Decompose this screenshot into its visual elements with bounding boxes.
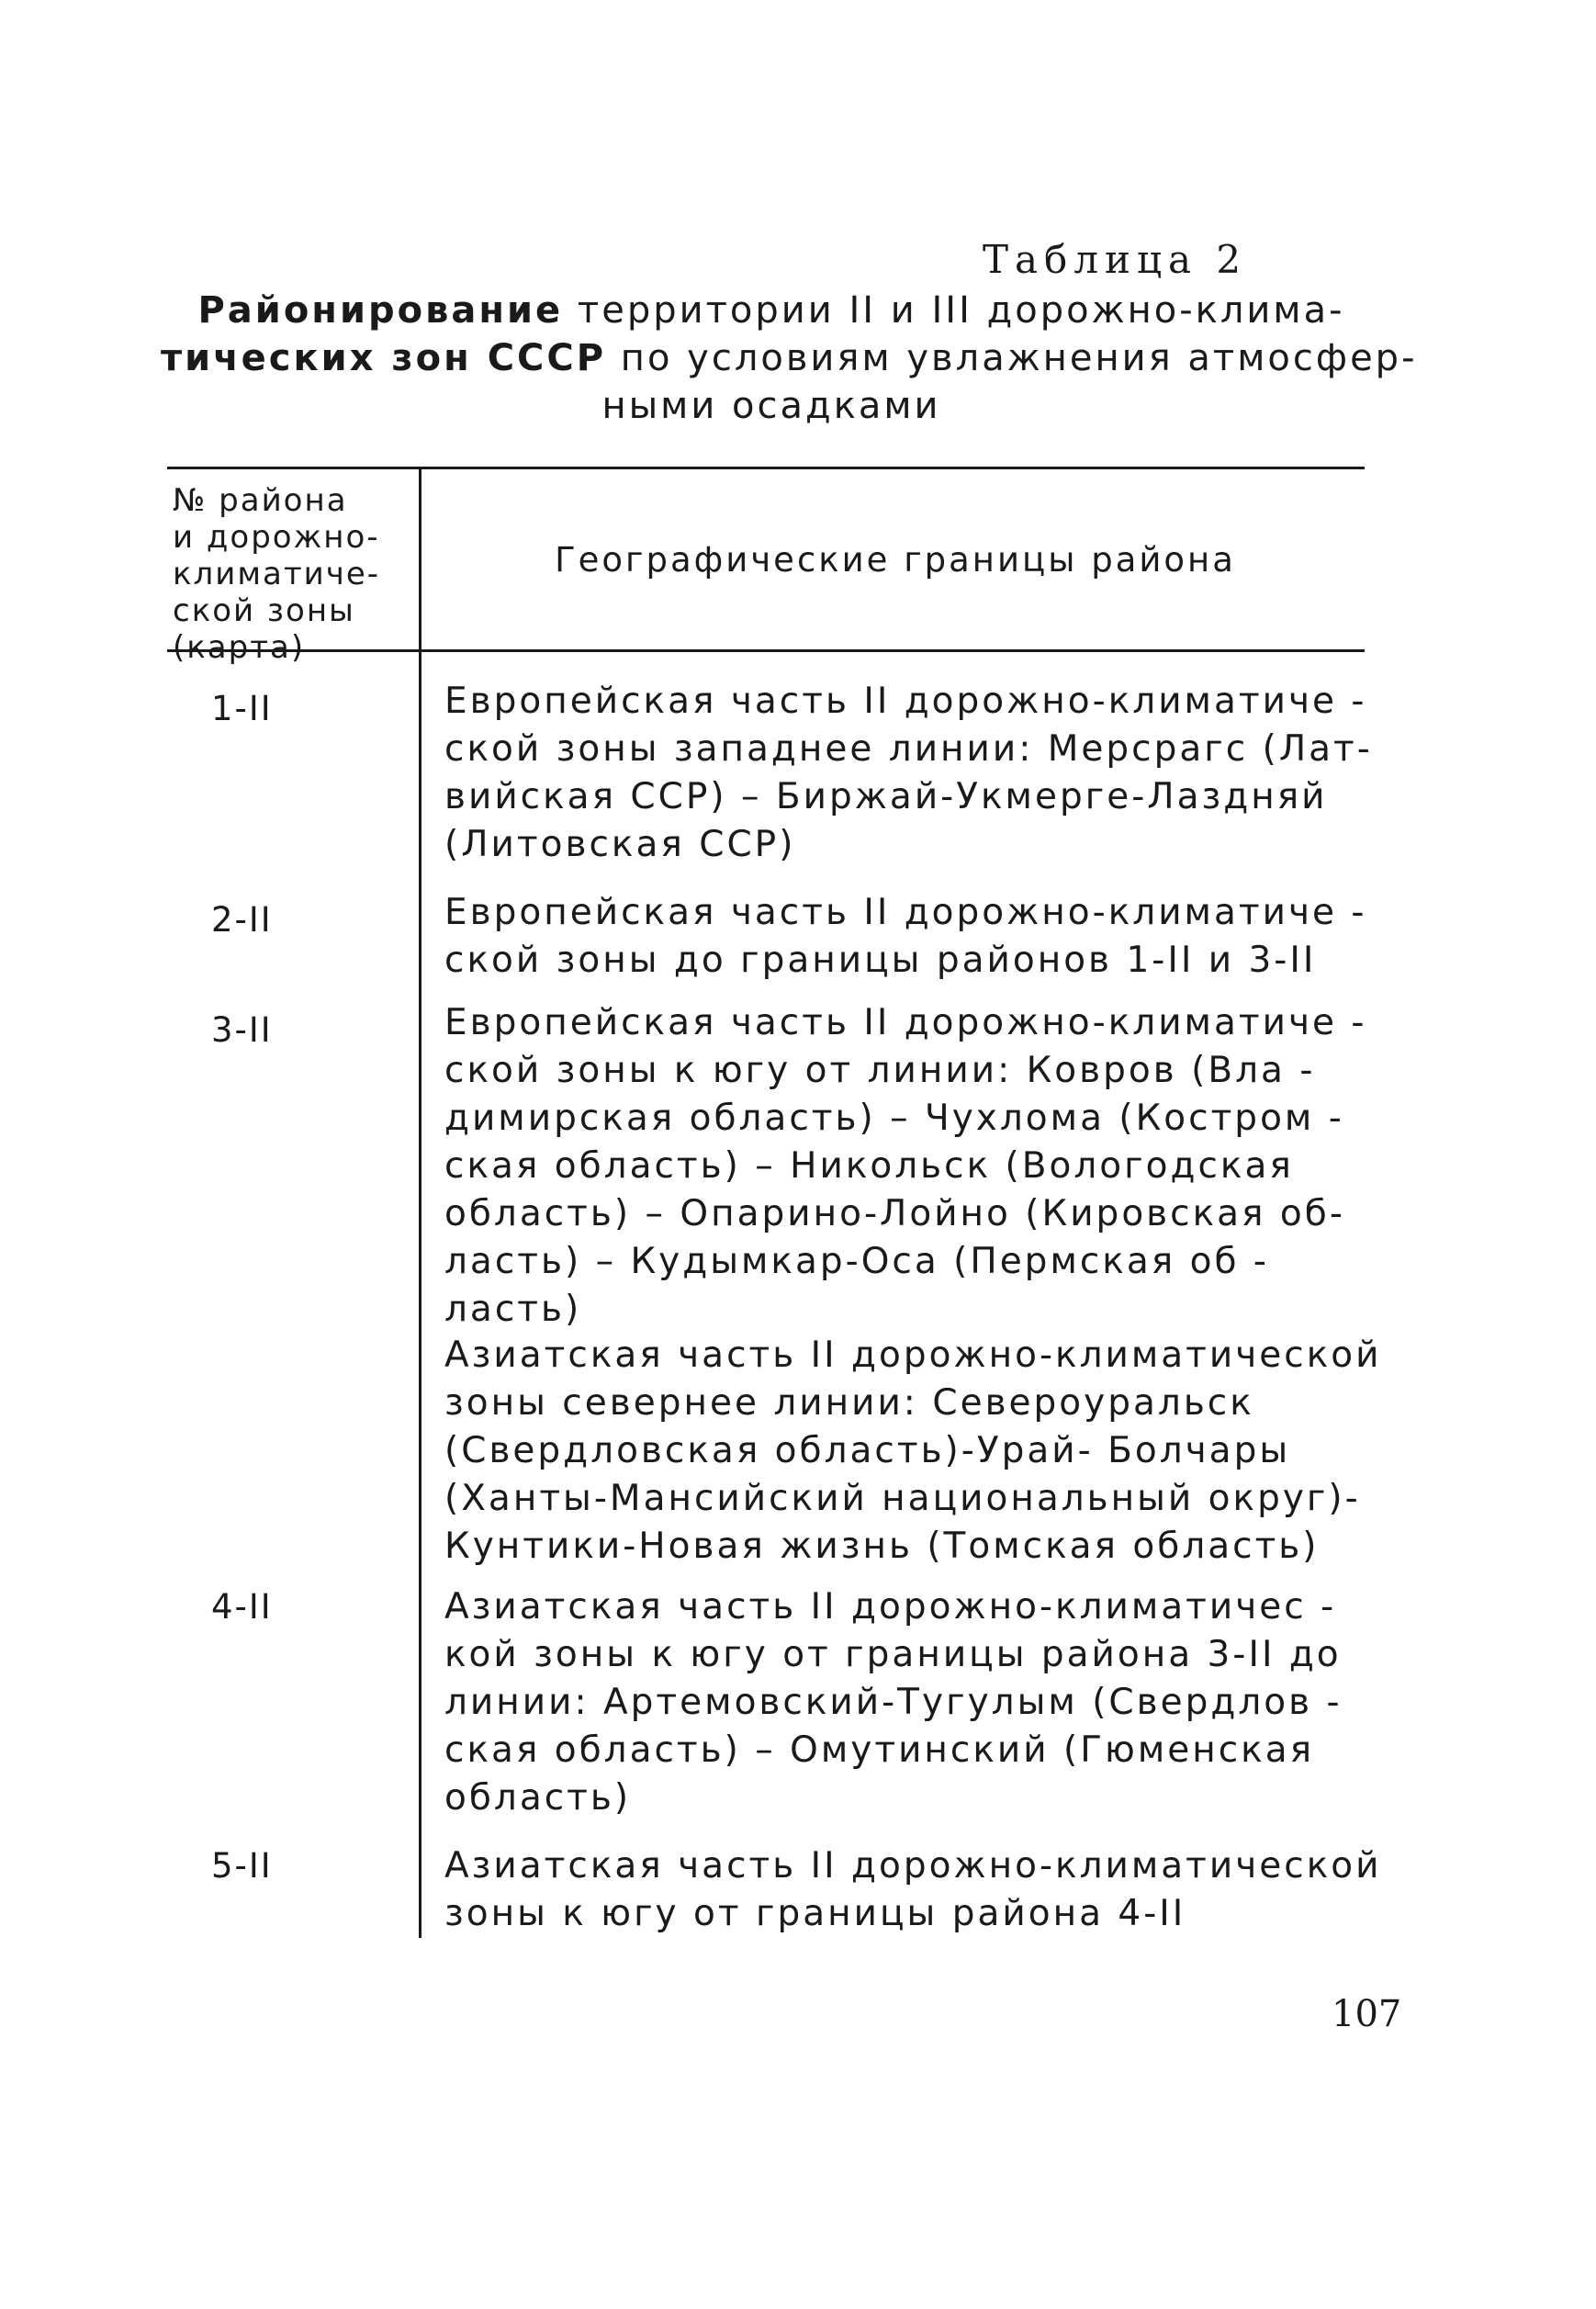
row-4-line-5: область) <box>444 1777 632 1819</box>
column-divider <box>419 468 421 1938</box>
row-1-line-3: вийская ССР) – Биржай-Укмерге-Лаздняй <box>444 776 1328 817</box>
row-1-description <box>444 678 1399 869</box>
page-number: 107 <box>1332 1993 1402 2035</box>
table-label: Таблица 2 <box>983 237 1248 282</box>
row-3-number: 3-II <box>211 1010 273 1050</box>
row-3-line-6: ласть) – Кудымкар-Оса (Пермская об - <box>444 1241 1269 1282</box>
row-4-description <box>444 1583 1399 1822</box>
title-line-1 <box>161 287 1382 334</box>
table-title <box>161 287 1418 430</box>
row-5-line-1: Азиатская часть II дорожно-климатической <box>444 1845 1382 1887</box>
title-line-3: ными осадками <box>601 385 941 427</box>
row-3-asian-line-5: Кунтики-Новая жизнь (Томская область) <box>444 1526 1320 1567</box>
title-line-2-bold: тических зон СССР <box>161 337 607 379</box>
row-3-line-4: ская область) – Никольск (Вологодская <box>444 1145 1294 1187</box>
row-3-asian-line-3: (Свердловская область)-Урай- Болчары <box>444 1430 1291 1471</box>
row-4-number: 4-II <box>211 1587 273 1627</box>
row-4-line-4: ская область) – Омутинский (Гюменская <box>444 1729 1315 1771</box>
row-3-line-3: димирская область) – Чухлома (Костром - <box>444 1098 1344 1139</box>
row-4-line-2: кой зоны к югу от границы района 3-II до <box>444 1634 1342 1675</box>
row-3-line-5: область) – Опарино-Лойно (Кировская об- <box>444 1193 1345 1234</box>
row-2-number: 2-II <box>211 900 273 940</box>
row-2-line-2: ской зоны до границы районов 1-II и 3-II <box>444 940 1317 981</box>
row-4-line-1: Азиатская часть II дорожно-климатичес - <box>444 1586 1337 1628</box>
row-5-description <box>444 1842 1399 1938</box>
title-line-2 <box>161 334 1418 382</box>
row-5-line-2: зоны к югу от границы района 4-II <box>444 1893 1186 1934</box>
row-3-line-2: ской зоны к югу от линии: Ковров (Вла - <box>444 1050 1316 1091</box>
row-2-line-1: Европейская часть II дорожно-климатиче - <box>444 892 1367 933</box>
row-3-line-7: ласть) <box>444 1289 582 1330</box>
row-1-line-1: Европейская часть II дорожно-климатиче - <box>444 681 1367 722</box>
header-geographic-boundaries: Географические границы района <box>555 540 1236 580</box>
row-1-number: 1-II <box>211 689 273 728</box>
row-1-line-4: (Литовская ССР) <box>444 824 796 865</box>
title-line-2-rest: по условиям увлажнения атмосфер- <box>606 337 1418 379</box>
title-line-1-bold: Районирование <box>197 289 564 332</box>
row-3-asian-line-2: зоны севернее линии: Североуральск <box>444 1382 1254 1424</box>
header-district-number: № района и дорожно- климатиче- ской зоны (карта) <box>173 482 381 666</box>
row-2-description <box>444 889 1399 985</box>
table-top-rule <box>167 467 1365 469</box>
row-1-line-2: ской зоны западнее линии: Мерсрагс (Лат- <box>444 728 1373 770</box>
row-4-line-3: линии: Артемовский-Тугулым (Свердлов - <box>444 1682 1343 1723</box>
row-3-description <box>444 999 1399 1334</box>
row-3-line-1: Европейская часть II дорожно-климатиче - <box>444 1002 1367 1043</box>
row-3-asian-description <box>444 1332 1399 1571</box>
row-3-asian-line-1: Азиатская часть II дорожно-климатической <box>444 1335 1382 1376</box>
row-5-number: 5-II <box>211 1846 273 1886</box>
title-line-1-rest: территории II и III дорожно-клима- <box>563 289 1345 332</box>
row-3-asian-line-4: (Ханты-Мансийский национальный округ)- <box>444 1478 1361 1519</box>
